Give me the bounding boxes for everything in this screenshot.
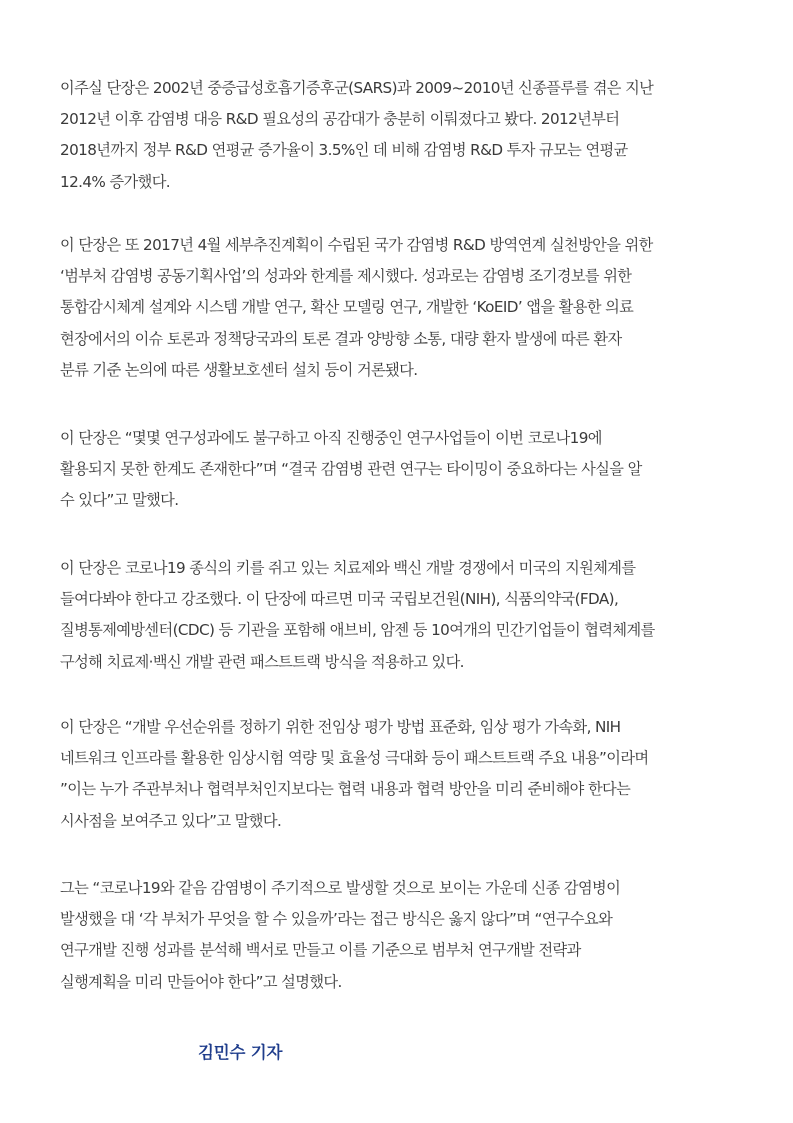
paragraph-1 (60, 73, 760, 198)
paragraph-line: 현장에서의 이슈 토론과 정책당국과의 토론 결과 양방향 소통, 대량 환자 발생에 따른 환자 (60, 329, 622, 348)
paragraph-line: 이주실 단장은 2002년 중증급성호흡기증후군(SARS)과 2009~2010년 신종플루를 겪은 지난 (60, 79, 654, 97)
paragraph-line: 네트워크 인프라를 활용한 임상시험 역량 및 효율성 극대화 등이 패스트트랙 주요 내용”이라며 (60, 749, 649, 768)
paragraph-6 (60, 873, 760, 998)
paragraph-line: 들여다봐야 한다고 강조했다. 이 단장에 따르면 미국 국립보건원(NIH), 식품의약국(FDA), (60, 590, 619, 609)
paragraph-line: ”이는 누가 주관부처나 협력부처인지보다는 협력 내용과 협력 방안을 미리 준비해야 한다는 (60, 780, 631, 799)
paragraph-line: 수 있다”고 말했다. (60, 491, 179, 510)
paragraph-line: 분류 기준 논의에 따른 생활보호센터 설치 등이 거론됐다. (60, 360, 418, 379)
paragraph-line: 질병통제예방센터(CDC) 등 기관을 포함해 애브비, 암젠 등 10여개의 민간기업들이 협력체계를 (60, 621, 655, 640)
paragraph-4 (60, 553, 760, 678)
paragraph-2 (60, 230, 760, 386)
paragraph-line: 구성해 치료제·백신 개발 관련 패스트트랙 방식을 적용하고 있다. (60, 652, 464, 671)
paragraph-line: 2018년까지 정부 R&D 연평균 증가율이 3.5%인 데 비해 감염병 R&D 투자 규모는 연평균 (60, 141, 628, 160)
paragraph-line: 12.4% 증가했다. (60, 172, 170, 191)
paragraph-line: 이 단장은 또 2017년 4월 세부추진계획이 수립된 국가 감염병 R&D 방역연계 실천방안을 위한 (60, 236, 653, 254)
paragraph-line: 활용되지 못한 한계도 존재한다”며 “결국 감염병 관련 연구는 타이밍이 중요하다는 사실을 알 (60, 460, 642, 479)
paragraph-line: 이 단장은 “개발 우선순위를 정하기 위한 전임상 평가 방법 표준화, 임상 평가 가속화, NIH (60, 718, 621, 736)
paragraph-line: 이 단장은 코로나19 종식의 키를 쥐고 있는 치료제와 백신 개발 경쟁에서 미국의 지원체계를 (60, 559, 636, 577)
paragraph-line: 이 단장은 “몇몇 연구성과에도 불구하고 아직 진행중인 연구사업들이 이번 코로나19에 (60, 429, 602, 447)
author-byline: 김민수 기자 (198, 1043, 283, 1062)
paragraph-line: 시사점을 보여주고 있다”고 말했다. (60, 811, 282, 830)
paragraph-line: ‘범부처 감염병 공동기획사업’의 성과와 한계를 제시했다. 성과로는 감염병 조기경보를 위한 (60, 267, 632, 286)
paragraph-5 (60, 712, 760, 837)
paragraph-line: 실행계획을 미리 만들어야 한다”고 설명했다. (60, 972, 342, 991)
paragraph-3 (60, 423, 760, 517)
paragraph-line: 그는 “코로나19와 같음 감염병이 주기적으로 발생할 것으로 보이는 가운데 신종 감염병이 (60, 879, 621, 897)
paragraph-line: 통합감시체계 설계와 시스템 개발 연구, 확산 모델링 연구, 개발한 ‘KoEID’ 앱을 활용한 의료 (60, 298, 634, 317)
paragraph-line: 연구개발 진행 성과를 분석해 백서로 만들고 이를 기준으로 범부처 연구개발 전략과 (60, 941, 581, 960)
paragraph-line: 2012년 이후 감염병 대응 R&D 필요성의 공감대가 충분히 이뤄졌다고 봤다. 2012년부터 (60, 110, 620, 129)
paragraph-line: 발생했을 대 ‘각 부처가 무엇을 할 수 있을까’라는 접근 방식은 옳지 않다”며 “연구수요와 (60, 910, 613, 929)
